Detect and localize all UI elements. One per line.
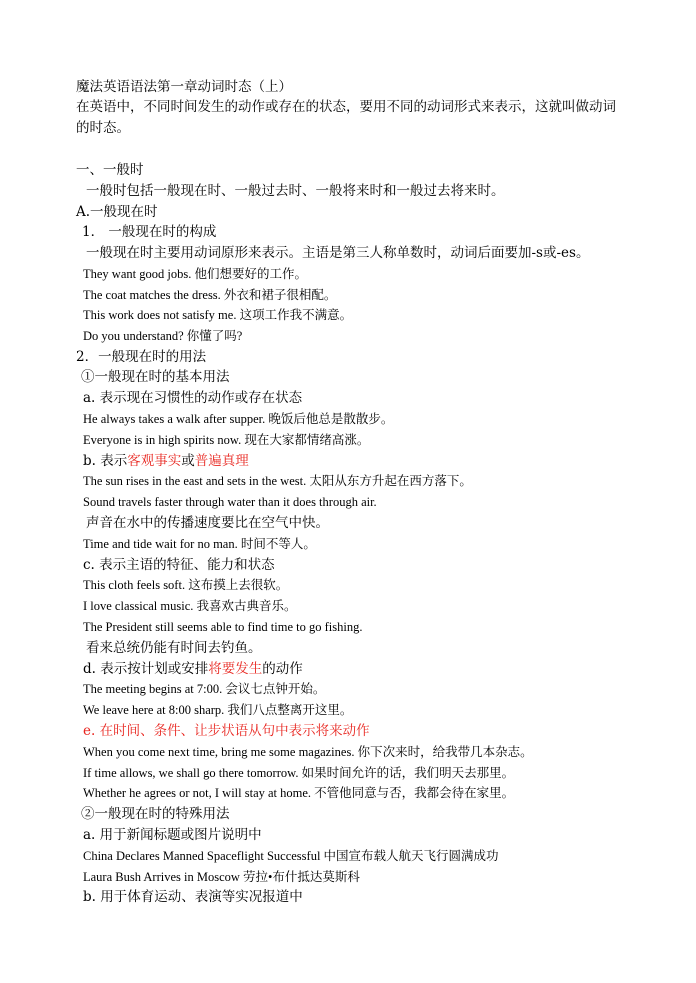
- highlight-text: 客观事实: [127, 453, 182, 469]
- usage-item: a. 用于新闻标题或图片说明中: [83, 827, 262, 843]
- section-heading: 一、一般时: [76, 162, 144, 178]
- section-desc: 一般时包括一般现在时、一般过去时、一般将来时和一般过去将来时。: [86, 183, 505, 199]
- usage-item: c. 表示主语的特征、能力和状态: [83, 557, 275, 573]
- usage-heading: ②一般现在时的特殊用法: [81, 806, 230, 822]
- example-line: This work does not satisfy me. 这项工作我不满意。: [83, 308, 353, 322]
- example-line: This cloth feels soft. 这布摸上去很软。: [83, 578, 289, 592]
- item-heading: 1． 一般现在时的构成: [82, 224, 217, 240]
- example-line: He always takes a walk after supper. 晚饭后他总是散散步。: [83, 412, 394, 426]
- example-line: China Declares Manned Spaceflight Successful 中国宣布载人航天飞行圆满成功: [83, 849, 499, 863]
- usage-label: b. 表示: [83, 453, 128, 469]
- example-line: They want good jobs. 他们想要好的工作。: [83, 267, 307, 281]
- usage-label: 或: [181, 453, 195, 469]
- usage-label: 的动作: [262, 661, 303, 677]
- subsection-heading: A.一般现在时: [76, 204, 158, 220]
- doc-title: 魔法英语语法第一章动词时态（上）: [76, 79, 292, 95]
- usage-item: e. 在时间、条件、让步状语从句中表示将来动作: [83, 723, 370, 739]
- highlight-text: 普遍真理: [194, 453, 249, 469]
- example-line: Whether he agrees or not, I will stay at home. 不管他同意与否，我都会待在家里。: [83, 786, 515, 800]
- highlight-text: 将要发生: [208, 661, 263, 677]
- usage-label: d. 表示按计划或安排: [83, 661, 209, 677]
- example-translation: 看来总统仍能有时间去钓鱼。: [86, 640, 262, 656]
- usage-item: [83, 659, 303, 679]
- example-line: The President still seems able to find time to go fishing.: [83, 620, 363, 634]
- usage-heading: ①一般现在时的基本用法: [81, 369, 230, 385]
- example-line: When you come next time, bring me some magazines. 你下次来时，给我带几本杂志。: [83, 745, 533, 759]
- item-heading: 2．一般现在时的用法: [76, 349, 207, 365]
- usage-item: a. 表示现在习惯性的动作或存在状态: [83, 390, 303, 406]
- usage-item: b. 用于体育运动、表演等实况报道中: [83, 889, 303, 905]
- example-line: Laura Bush Arrives in Moscow 劳拉•布什抵达莫斯科: [83, 870, 360, 884]
- item-desc: 一般现在时主要用动词原形来表示。主语是第三人称单数时，动词后面要加-s或-es。: [86, 245, 590, 261]
- intro-paragraph: 在英语中，不同时间发生的动作或存在的状态，要用不同的动词形式来表示，这就叫做动词的时态。: [76, 99, 616, 136]
- example-translation: 声音在水中的传播速度要比在空气中快。: [86, 515, 329, 531]
- example-line: If time allows, we shall go there tomorrow. 如果时间允许的话，我们明天去那里。: [83, 766, 515, 780]
- example-line: Do you understand? 你懂了吗?: [83, 329, 243, 343]
- example-line: Everyone is in high spirits now. 现在大家都情绪高涨。: [83, 433, 370, 447]
- example-line: The meeting begins at 7:00. 会议七点钟开始。: [83, 682, 326, 696]
- example-line: Time and tide wait for no man. 时间不等人。: [83, 537, 316, 551]
- usage-item: [83, 451, 249, 471]
- example-line: The coat matches the dress. 外衣和裙子很相配。: [83, 288, 337, 302]
- example-line: I love classical music. 我喜欢古典音乐。: [83, 599, 297, 613]
- example-line: Sound travels faster through water than it does through air.: [83, 495, 377, 509]
- example-line: The sun rises in the east and sets in the west. 太阳从东方升起在西方落下。: [83, 474, 472, 488]
- example-line: We leave here at 8:00 sharp. 我们八点整离开这里。: [83, 703, 353, 717]
